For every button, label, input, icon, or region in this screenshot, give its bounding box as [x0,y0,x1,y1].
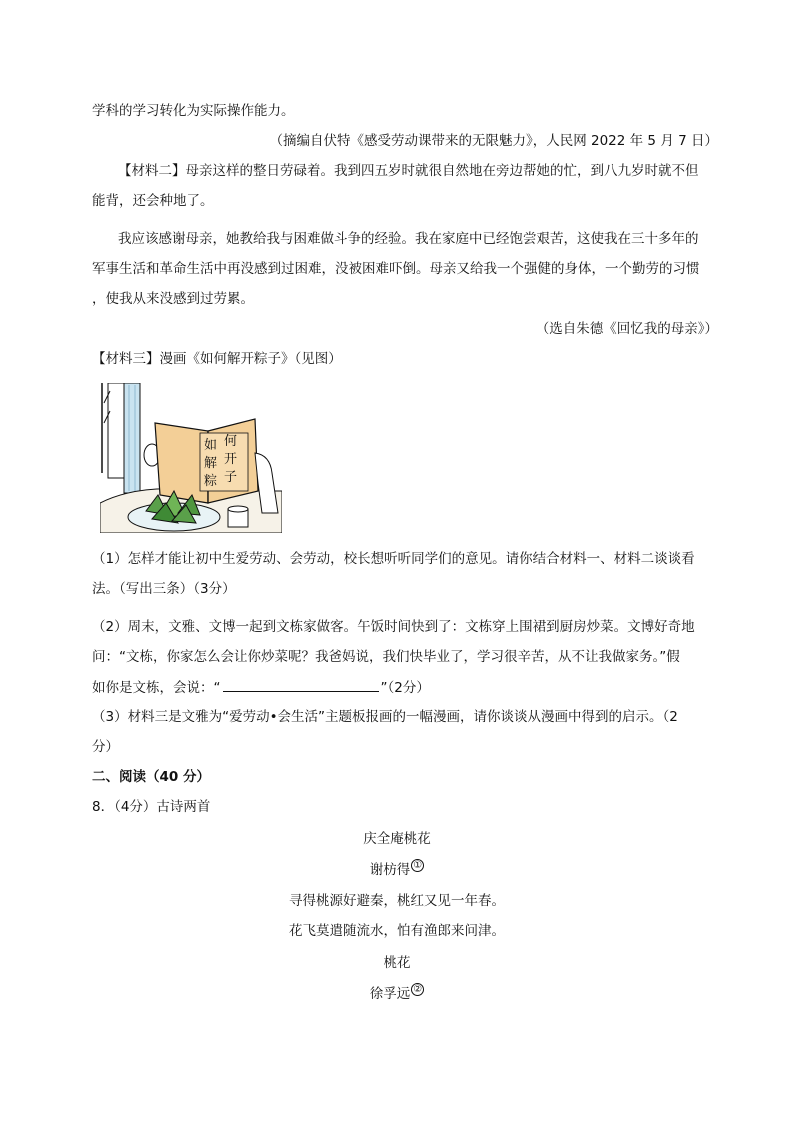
book-char-3: 解 [204,456,218,471]
book-char-4: 开 [224,452,238,467]
answer-blank[interactable] [223,677,379,692]
material-one-ending: 学科的学习转化为实际操作能力。 [92,103,295,119]
material-two-line-2: 能背，还会种地了。 [92,193,214,209]
question-2-score: ”（2分） [380,680,430,696]
poem-1-line-2: 花飞莫遣随流水，怕有渔郎来问津。 [289,923,505,939]
book-icon [155,419,258,503]
material-two-line-4: 军事生活和革命生活中再没感到过困难，没被困难吓倒。母亲又给我一个强健的身体，一个勤劳的习惯 [92,261,700,277]
poem-2-author: 徐孚远 [369,986,411,1002]
footnote-marker-1: ① [411,859,424,872]
question-3-line-1: （3）材料三是文雅为“爱劳动•会生活”主题板报画的一幅漫画，请你谈谈从漫画中得到的启示。（2 [92,709,678,725]
question-8-heading: 8．（4分）古诗两首 [92,799,211,815]
material-two-line-3: 我应该感谢母亲，她教给我与困难做斗争的经验。我在家庭中已经饱尝艰苦，这使我在三十多年的 [118,231,699,247]
window-icon [102,383,140,493]
book-char-2: 何 [224,434,238,449]
question-2-line-2: 问：“文栋，你家怎么会让你炒菜呢？我爸妈说，我们快毕业了，学习很辛苦，从不让我做家务。”假 [92,649,680,665]
poem-1-title: 庆全庵桃花 [363,831,431,847]
section-reading-heading: 二、阅读（40 分） [92,769,210,785]
poem-1-line-1: 寻得桃源好避秦，桃红又见一年春。 [289,893,505,909]
material-two-line-1: 【材料二】母亲这样的整日劳碌着。我到四五岁时就很自然地在旁边帮她的忙，到八九岁时就不但 [118,163,699,179]
poem-1-author-line [0,859,794,880]
question-1-line-2: 法。（写出三条）（3分） [92,581,236,597]
question-1-line-1: （1）怎样才能让初中生爱劳动、会劳动，校长想听听同学们的意见。请你结合材料一、材料二谈谈看 [92,551,695,567]
poem-2-title: 桃花 [383,955,411,971]
question-3-line-2: 分） [92,739,119,755]
cup-icon [228,506,248,527]
material-two-line-5: ，使我从来没感到过劳累。 [92,291,254,307]
poem-2-author-line [0,983,794,1004]
comic-illustration [100,383,282,533]
book-char-6: 子 [224,470,238,485]
book-char-1: 如 [204,438,218,453]
material-two-source: （选自朱德《回忆我的母亲》） [535,321,718,337]
poem-1-author: 谢枋得 [369,862,411,878]
question-2-line-1: （2）周末，文雅、文博一起到文栋家做客。午饭时间快到了：文栋穿上围裙到厨房炒菜。文博好奇地 [92,619,695,635]
material-one-source: （摘编自伏特《感受劳动课带来的无限魅力》，人民网 2022 年 5 月 7 日） [269,133,718,149]
book-char-5: 粽 [204,474,218,489]
question-2-prompt: 如你是文栋，会说：“ [92,680,221,696]
footnote-marker-2: ② [411,983,424,996]
question-2-line-3 [92,677,430,698]
material-three-title: 【材料三】漫画《如何解开粽子》（见图） [92,351,342,367]
